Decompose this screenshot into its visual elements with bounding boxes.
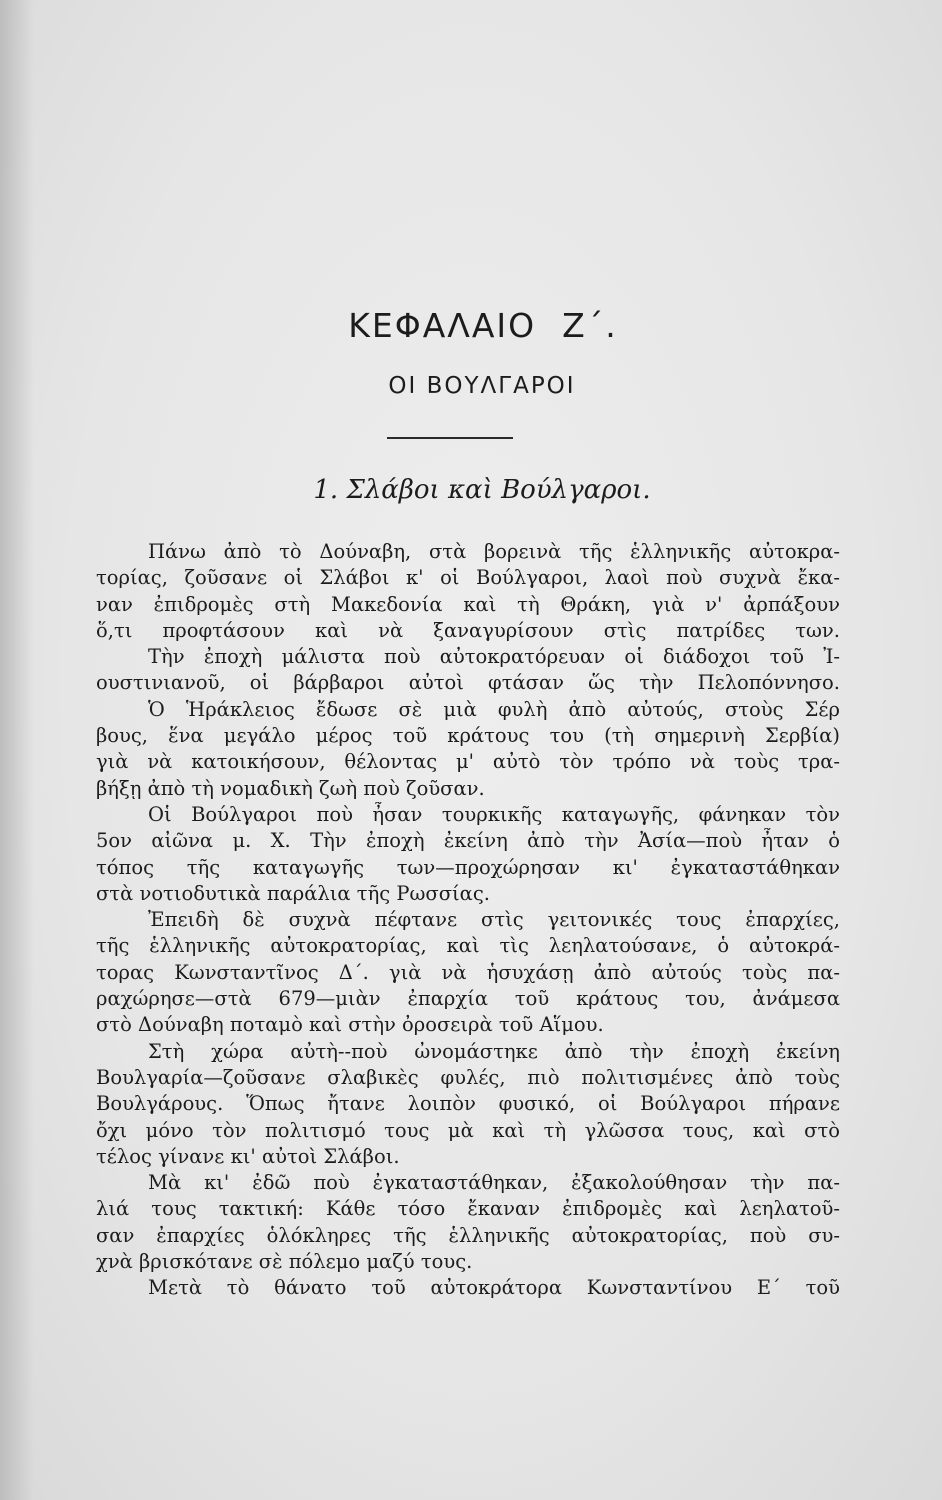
text-line: τορίας, ζοῦσανε οἱ Σλάβοι κ' οἱ Βούλγαροι, λαοὶ ποὺ συχνὰ ἔκα- (96, 566, 840, 590)
text-line: Μετὰ τὸ θάνατο τοῦ αὐτοκράτορα Κωνσταντίνου Ε΄ τοῦ (148, 1276, 840, 1300)
text-line: Μὰ κι' ἐδῶ ποὺ ἐγκαταστάθηκαν, ἐξακολούθησαν τὴν πα- (148, 1171, 840, 1195)
text-line: χνὰ βρισκότανε σὲ πόλεμο μαζύ τους. (96, 1250, 473, 1274)
text-line: Βουλγαρία—ζοῦσανε σλαβικὲς φυλές, πιὸ πολιτισμένες ἀπὸ τοὺς (96, 1065, 840, 1089)
text-line: γιὰ νὰ κατοικήσουν, θέλοντας μ' αὐτὸ τὸν τρόπο νὰ τοὺς τρα- (96, 750, 840, 774)
text-line: Ἐπειδὴ δὲ συχνὰ πέφτανε στὶς γειτονικές τους ἐπαρχίες, (148, 908, 840, 932)
chapter-title: ΟΙ ΒΟΥΛΓΑΡΟΙ (388, 373, 576, 399)
body-text (96, 539, 840, 1302)
page-edge-shadow (0, 0, 34, 1500)
text-line: στὸ Δούναβη ποταμὸ καὶ στὴν ὀροσειρὰ τοῦ Αἵμου. (96, 1013, 604, 1037)
text-line: ναν ἐπιδρομὲς στὴ Μακεδονία καὶ τὴ Θράκη, γιὰ ν' ἀρπάξουν (96, 592, 840, 616)
text-line: ουστινιανοῦ, οἱ βάρβαροι αὐτοὶ φτάσαν ὥς τὴν Πελοπόννησο. (96, 671, 840, 695)
section-heading: 1. Σλάβοι καὶ Βούλγαροι. (313, 475, 651, 505)
text-line: στὰ νοτιοδυτικὰ παράλια τῆς Ρωσσίας. (96, 881, 490, 905)
text-line: Οἱ Βούλγαροι ποὺ ἦσαν τουρκικῆς καταγωγῆς, φάνηκαν τὸν (148, 802, 840, 826)
text-line: βους, ἕνα μεγάλο μέρος τοῦ κράτους του (τὴ σημερινὴ Σερβία) (96, 724, 840, 748)
text-line: λιά τους τακτική: Κάθε τόσο ἔκαναν ἐπιδρομὲς καὶ λεηλατοῦ- (96, 1197, 840, 1221)
chapter-number: Ζ΄. (562, 306, 618, 345)
text-line: τῆς ἑλληνικῆς αὐτοκρατορίας, καὶ τὶς λεηλατούσανε, ὁ αὐτοκρά- (96, 934, 840, 958)
text-line: ὄχι μόνο τὸν πολιτισμό τους μὰ καὶ τὴ γλῶσσα τους, καὶ στὸ (96, 1118, 840, 1142)
text-line: Στὴ χώρα αὐτὴ--ποὺ ὠνομάστηκε ἀπὸ τὴν ἐποχὴ ἐκείνη (148, 1039, 840, 1063)
text-line: τορας Κωνσταντῖνος Δ΄. γιὰ νὰ ἡσυχάσῃ ἀπὸ αὐτούς τοὺς πα- (96, 960, 840, 984)
text-line: βήξῃ ἀπὸ τὴ νομαδικὴ ζωὴ ποὺ ζοῦσαν. (96, 776, 485, 800)
chapter-label: ΚΕΦΑΛΑΙΟ (348, 306, 537, 345)
text-line: τέλος γίνανε κι' αὐτοὶ Σλάβοι. (96, 1144, 400, 1168)
text-line: Βουλγάρους. Ὅπως ἤτανε λοιπὸν φυσικό, οἱ Βούλγαροι πήρανε (96, 1092, 840, 1116)
text-line: Τὴν ἐποχὴ μάλιστα ποὺ αὐτοκρατόρευαν οἱ διάδοχοι τοῦ Ἰ- (148, 645, 840, 669)
title-divider (387, 437, 513, 439)
text-line: 5ον αἰῶνα μ. Χ. Τὴν ἐποχὴ ἐκείνη ἀπὸ τὴν Ἀσία—ποὺ ἦταν ὁ (96, 829, 840, 853)
text-line: Ὁ Ἡράκλειος ἔδωσε σὲ μιὰ φυλὴ ἀπὸ αὐτούς, στοὺς Σέρ (148, 697, 840, 721)
text-line: ὅ,τι προφτάσουν καὶ νὰ ξαναγυρίσουν στὶς πατρίδες των. (96, 618, 840, 642)
text-line: ραχώρησε—στὰ 679—μιὰν ἐπαρχία τοῦ κράτους του, ἀνάμεσα (96, 987, 840, 1011)
text-line: σαν ἐπαρχίες ὁλόκληρες τῆς ἑλληνικῆς αὐτοκρατορίας, ποὺ συ- (96, 1223, 840, 1247)
text-line: τόπος τῆς καταγωγῆς των—προχώρησαν κι' ἐγκαταστάθηκαν (96, 855, 840, 879)
text-line: Πάνω ἀπὸ τὸ Δούναβη, στὰ βορεινὰ τῆς ἑλληνικῆς αὐτοκρα- (148, 540, 840, 563)
chapter-heading (0, 306, 942, 345)
